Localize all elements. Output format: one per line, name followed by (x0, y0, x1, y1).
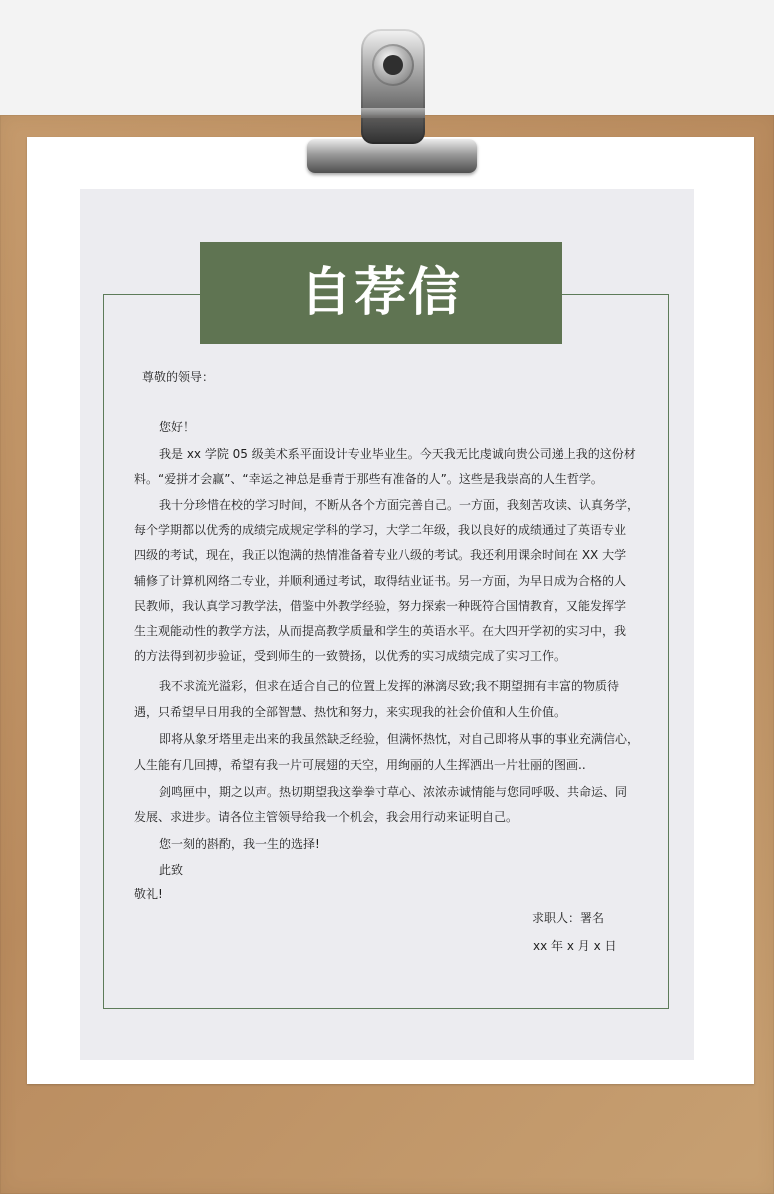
paragraph-line: 敬礼! (134, 887, 163, 901)
paragraph-line: 此致 (159, 863, 184, 877)
paragraph-line: 的方法得到初步验证，受到师生的一致赞扬，以优秀的实习成绩完成了实习工作。 (134, 649, 567, 663)
page-title: 自荐信 (299, 263, 462, 323)
date: xx 年 x 月 x 日 (533, 939, 617, 953)
paragraph-line: 辅修了计算机网络二专业，并顺利通过考试，取得结业证书。另一方面，为早日成为合格的人 (134, 574, 627, 588)
signature: 求职人：署名 (532, 911, 605, 925)
paragraph-line: 我不求流光溢彩，但求在适合自己的位置上发挥的淋漓尽致;我不期望拥有丰富的物质待 (159, 679, 620, 693)
paragraph-line: 四级的考试，现在，我正以饱满的热情准备着专业八级的考试。我还利用课余时间在 XX 大学 (134, 548, 627, 562)
paragraph-line: 生主观能动性的教学方法，从而提高教学质量和学生的英语水平。在大四开学初的实习中，我 (134, 624, 627, 638)
paragraph-line: 人生能有几回搏，希望有我一片可展翅的天空，用绚丽的人生挥洒出一片壮丽的图画.. (134, 758, 586, 772)
greeting: 您好！ (159, 420, 196, 434)
paragraph-line: 您一刻的斟酌，我一生的选择! (159, 837, 320, 851)
salutation: 尊敬的领导： (142, 370, 215, 384)
paragraph-line: 剑鸣匣中，期之以声。热切期望我这拳拳寸草心、浓浓赤诚情能与您同呼吸、共命运、同 (159, 785, 628, 799)
paragraph-line: 每个学期都以优秀的成绩完成规定学科的学习，大学二年级，我以良好的成绩通过了英语专业 (134, 523, 627, 537)
paragraph-line: 我十分珍惜在校的学习时间，不断从各个方面完善自己。一方面，我刻苦攻读、认真务学， (159, 498, 640, 512)
paragraph-line: 即将从象牙塔里走出来的我虽然缺乏经验，但满怀热忱，对自己即将从事的事业充满信心， (159, 732, 640, 746)
paragraph-line: 发展、求进步。请各位主管领导给我一个机会，我会用行动来证明自己。 (134, 810, 519, 824)
paragraph-line: 遇，只希望早日用我的全部智慧、热忱和努力，来实现我的社会价值和人生价值。 (134, 705, 567, 719)
paragraph-line: 民教师，我认真学习教学法，借鉴中外教学经验，努力探索一种既符合国情教育，又能发挥学 (134, 599, 627, 613)
paragraph-line: 料。“爱拼才会赢”、“幸运之神总是垂青于那些有准备的人”。这些是我崇高的人生哲学。 (134, 472, 603, 486)
paragraph-line: 我是 xx 学院 05 级美术系平面设计专业毕业生。今天我无比虔诚向贵公司递上我的这份材 (159, 447, 636, 461)
